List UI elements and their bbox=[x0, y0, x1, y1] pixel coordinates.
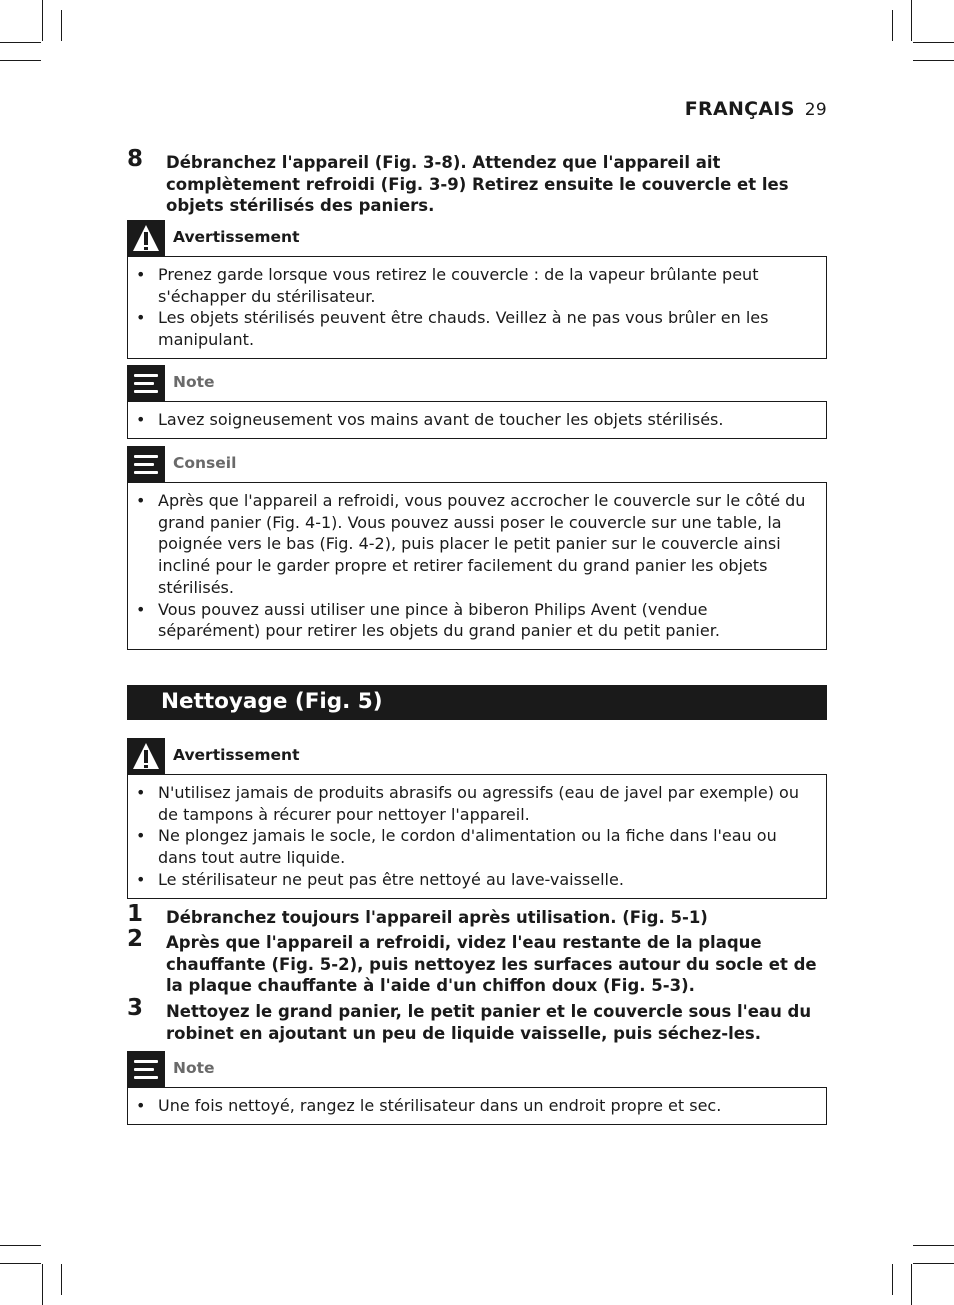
step-number: 8 bbox=[127, 146, 144, 172]
note-box-2 bbox=[127, 1051, 827, 1125]
section-heading bbox=[127, 685, 827, 720]
note-lines-icon bbox=[127, 365, 165, 401]
step-3 bbox=[127, 995, 827, 1044]
warning-box-1 bbox=[127, 220, 827, 359]
warning-title: Avertissement bbox=[173, 228, 300, 246]
page-header bbox=[685, 98, 827, 120]
warning-item: • Les objets stérilisés peuvent être chauds. Veillez à ne pas vous brûler en les manipulant. bbox=[128, 307, 812, 350]
warning-box-2 bbox=[127, 738, 827, 899]
warning-item: • N'utilisez jamais de produits abrasifs ou agressifs (eau de javel par exemple) ou de tampons à récurer pour nettoyer l'appareil. bbox=[128, 782, 812, 825]
step-number: 1 bbox=[127, 901, 144, 927]
step-text: Débranchez toujours l'appareil après utilisation. (Fig. 5-1) bbox=[166, 908, 708, 927]
step-1 bbox=[127, 901, 827, 929]
note-item: • Une fois nettoyé, rangez le stérilisateur dans un endroit propre et sec. bbox=[128, 1095, 812, 1117]
tip-title: Conseil bbox=[173, 454, 237, 472]
page-number: 29 bbox=[804, 100, 827, 120]
warning-title: Avertissement bbox=[173, 746, 300, 764]
note-box-1 bbox=[127, 365, 827, 439]
warning-item: • Prenez garde lorsque vous retirez le couvercle : de la vapeur brûlante peut s'échapper du stérilisateur. bbox=[128, 264, 812, 307]
note-lines-icon bbox=[127, 446, 165, 482]
warning-item: • Le stérilisateur ne peut pas être nettoyé au lave-vaisselle. bbox=[128, 869, 812, 891]
warning-item: • Ne plongez jamais le socle, le cordon d'alimentation ou la fiche dans l'eau ou dans tout autre liquide. bbox=[128, 825, 812, 868]
warning-triangle-icon bbox=[127, 220, 165, 256]
step-number: 3 bbox=[127, 995, 144, 1021]
tip-item: • Après que l'appareil a refroidi, vous pouvez accrocher le couvercle sur le côté du grand panier (Fig. 4-1). Vous pouvez aussi poser le couvercle sur une table, la poignée vers le bas (Fig. 4-2), puis placer le petit panier sur le couvercle ainsi incliné pour le garder propre et retirer facilement du grand panier les objets stérilisés. bbox=[128, 490, 812, 599]
step-text: Débranchez l'appareil (Fig. 3-8). Attendez que l'appareil ait complètement refroidi (Fig. 3-9) Retirez ensuite le couvercle et les objets stérilisés des paniers. bbox=[166, 153, 789, 215]
language-label: FRANÇAIS bbox=[684, 98, 795, 120]
tip-box bbox=[127, 446, 827, 650]
note-title: Note bbox=[173, 1059, 215, 1077]
tip-item: • Vous pouvez aussi utiliser une pince à biberon Philips Avent (vendue séparément) pour retirer les objets du grand panier et du petit panier. bbox=[128, 599, 812, 642]
note-title: Note bbox=[173, 373, 215, 391]
section-title: Nettoyage (Fig. 5) bbox=[161, 689, 383, 714]
step-text: Après que l'appareil a refroidi, videz l'eau restante de la plaque chauffante (Fig. 5-2), puis nettoyez les surfaces autour du socle et de la plaque chauffante à l'aide d'un chiffon doux (Fig. 5-3). bbox=[166, 933, 817, 995]
step-text: Nettoyez le grand panier, le petit panier et le couvercle sous l'eau du robinet en ajoutant un peu de liquide vaisselle, puis séchez-les. bbox=[166, 1002, 812, 1043]
note-item: • Lavez soigneusement vos mains avant de toucher les objets stérilisés. bbox=[128, 409, 812, 431]
note-lines-icon bbox=[127, 1051, 165, 1087]
step-2 bbox=[127, 926, 827, 997]
step-8 bbox=[127, 146, 827, 217]
warning-triangle-icon bbox=[127, 738, 165, 774]
step-number: 2 bbox=[127, 926, 144, 952]
